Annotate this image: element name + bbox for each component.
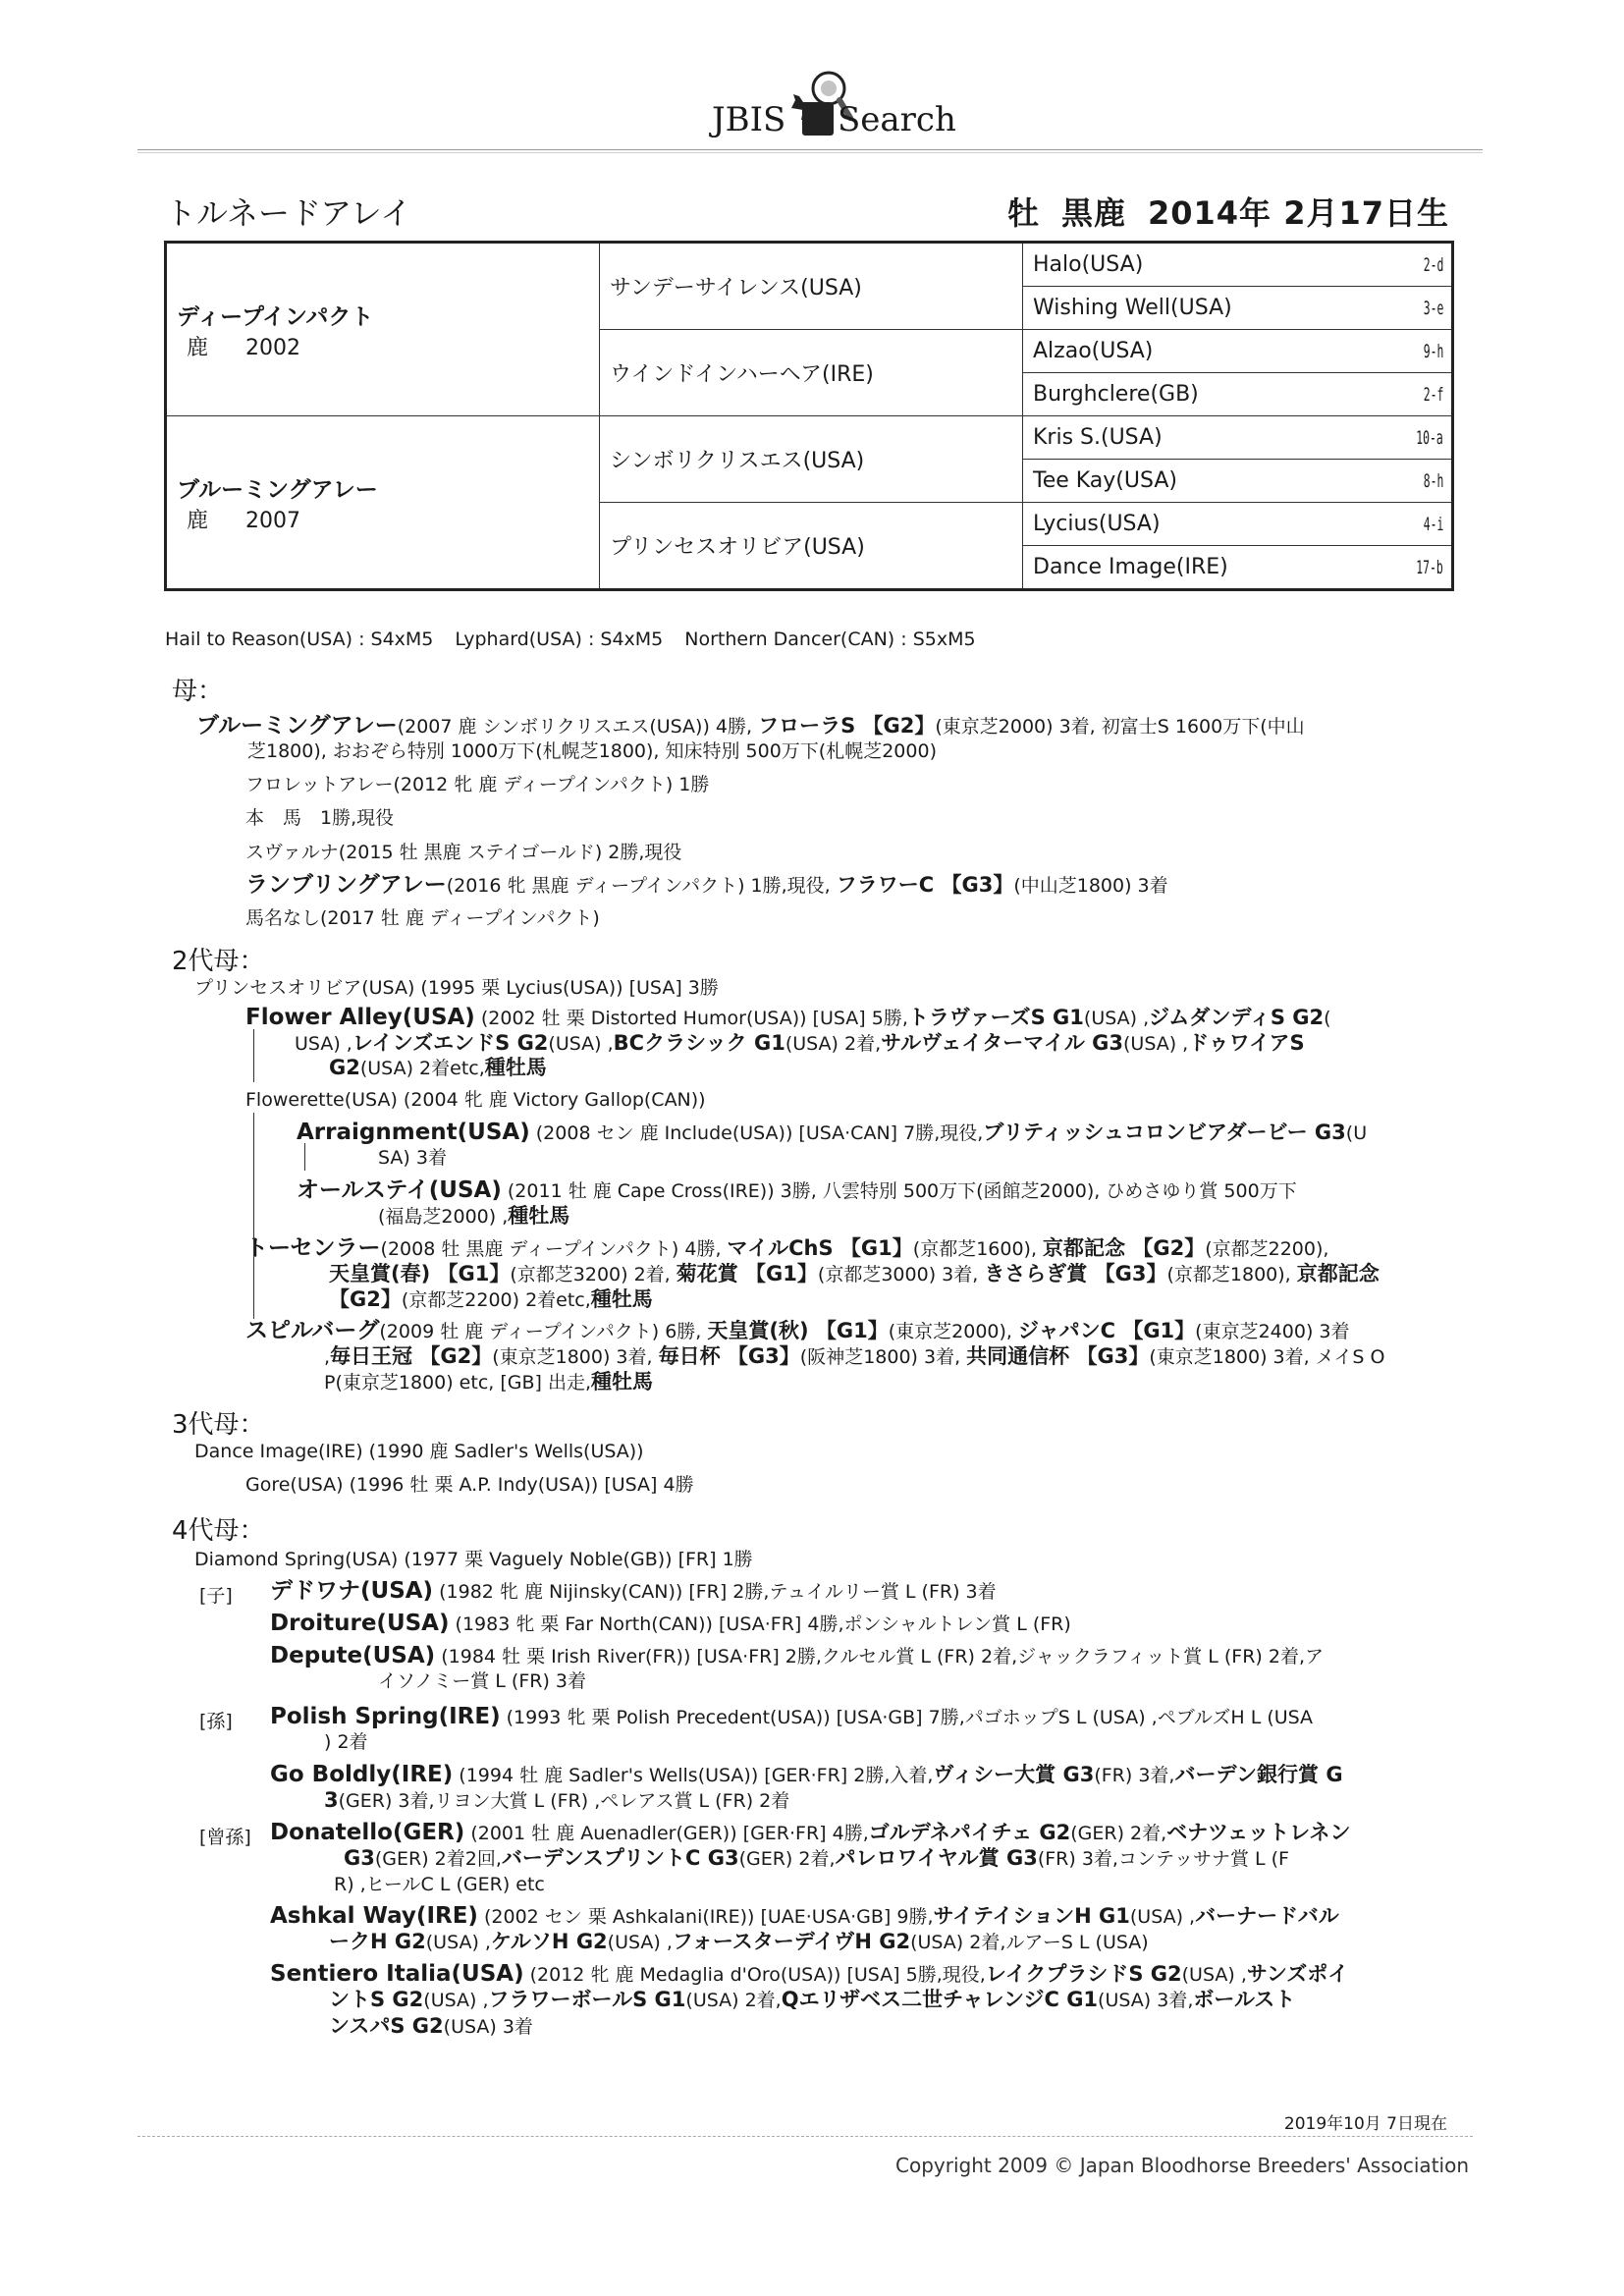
footer-divider xyxy=(137,2136,1473,2137)
record-line xyxy=(324,1343,1384,1371)
record-line xyxy=(329,1286,653,1314)
bold-segment: Qエリザベス二世チャレンジC G1 xyxy=(781,1988,1099,2011)
text-segment: (USA) , xyxy=(1181,1964,1247,1986)
bold-segment: パレロワイヤル賞 G3 xyxy=(835,1846,1038,1870)
as-of-date: 2019年10月 7日現在 xyxy=(1283,2114,1447,2134)
text-segment: Dance Image(IRE) (1990 鹿 Sadler's Wells(USA)) xyxy=(194,1441,644,1462)
text-segment: (U xyxy=(1345,1122,1368,1144)
record-line xyxy=(270,1611,1071,1638)
record-line xyxy=(245,905,600,932)
inbreeding-item: Lyphard(USA) : S4xM5 xyxy=(455,629,664,650)
bold-segment: Depute(USA) xyxy=(270,1643,436,1668)
record-line xyxy=(270,1903,1339,1931)
gen2-cell: シンボリクリスエス(USA) xyxy=(600,416,1023,503)
text-segment: (2008 牡 黒鹿 ディープインパクト) 4勝, xyxy=(380,1238,728,1260)
gen3-name: Wishing Well(USA) xyxy=(1033,296,1232,320)
bold-segment: バーデン銀行賞 G xyxy=(1174,1763,1343,1786)
record-line xyxy=(194,1439,644,1465)
text-segment: Diamond Spring(USA) (1977 栗 Vaguely Noble(GB)) [FR] 1勝 xyxy=(194,1549,753,1570)
sire-year: 2002 xyxy=(245,335,301,360)
text-segment: (FR) 3着, xyxy=(1094,1765,1175,1786)
record-line xyxy=(245,840,681,866)
horse-name: トルネードアレイ xyxy=(165,194,412,232)
gen3-name: Kris S.(USA) xyxy=(1033,425,1163,450)
section-heading: 2代母： xyxy=(172,947,265,976)
bold-segment: Ashkal Way(IRE) xyxy=(270,1903,478,1929)
text-segment: (1994 牡 鹿 Sadler's Wells(USA)) [GER·FR] 2勝,入着, xyxy=(453,1765,934,1786)
text-segment: (東京芝2400) 3着 xyxy=(1195,1321,1350,1342)
bold-segment: ランブリングアレー xyxy=(245,872,447,898)
bold-segment: トーセンラー xyxy=(245,1235,381,1261)
text-segment: USA) , xyxy=(295,1033,352,1055)
gen3-cell xyxy=(1023,330,1453,373)
text-segment: Flowerette(USA) (2004 牝 鹿 Victory Gallop(CAN)) xyxy=(245,1089,706,1111)
text-segment: (京都芝3000) 3着, xyxy=(817,1264,985,1285)
text-segment: (USA) , xyxy=(607,1932,673,1953)
text-segment: (京都芝3200) 2着, xyxy=(510,1264,677,1285)
bold-segment: 天皇賞(秋) 【G1】 xyxy=(707,1319,889,1342)
record-line xyxy=(297,1177,1297,1205)
record-line xyxy=(270,1578,997,1606)
record-line xyxy=(247,738,937,765)
bold-segment: G3 xyxy=(344,1846,375,1870)
record-line xyxy=(245,1472,694,1499)
record-line xyxy=(245,872,1168,900)
gen3-name: Burghclere(GB) xyxy=(1033,382,1199,407)
generation-tag: [孫] xyxy=(199,1711,233,1732)
text-segment: (京都芝1800), xyxy=(1166,1264,1297,1285)
record-line xyxy=(245,1235,1328,1263)
text-segment: (阪神芝1800) 3着, xyxy=(799,1346,967,1368)
bold-segment: トラヴァーズS G1 xyxy=(907,1006,1084,1029)
bold-segment: ゴルデネパイチェ G2 xyxy=(868,1821,1071,1844)
record-line xyxy=(295,1030,1305,1058)
family-number: 2-f xyxy=(1423,383,1443,406)
text-segment: (GER) 2着, xyxy=(738,1848,836,1870)
text-segment: (USA) 3着 xyxy=(443,2016,533,2038)
record-line xyxy=(378,1203,569,1230)
bold-segment: フォースターデイヴH G2 xyxy=(672,1930,911,1953)
bold-segment: スピルバーグ xyxy=(245,1318,380,1343)
gen3-cell xyxy=(1023,503,1453,546)
gen3-cell xyxy=(1023,373,1453,416)
bold-segment: 共同通信杯 【G3】 xyxy=(966,1344,1150,1368)
gen3-cell xyxy=(1023,243,1453,287)
bold-segment: ケルソH G2 xyxy=(490,1930,608,1953)
bold-segment: 種牡馬 xyxy=(590,1287,653,1311)
bold-segment: ヴィシー大賞 G3 xyxy=(933,1763,1095,1786)
text-segment: プリンセスオリビア(USA) (1995 栗 Lycius(USA)) [USA] 3勝 xyxy=(194,977,719,999)
text-segment: (USA) , xyxy=(423,1990,489,2011)
record-line xyxy=(344,1845,1289,1873)
generation-tag: [子] xyxy=(199,1585,233,1607)
bold-segment: ブリティッシュコロンビアダービー G3 xyxy=(983,1121,1346,1144)
bold-segment: 京都記念 xyxy=(1296,1262,1380,1285)
text-segment: (USA) , xyxy=(425,1932,491,1953)
copyright: Copyright 2009 © Japan Bloodhorse Breeders' Association xyxy=(895,2154,1469,2177)
record-line xyxy=(270,1643,1324,1670)
record-line xyxy=(270,1762,1343,1789)
gen3-name: Dance Image(IRE) xyxy=(1033,555,1228,579)
record-line xyxy=(196,713,1305,740)
bold-segment: デドワナ(USA) xyxy=(270,1578,434,1604)
text-segment: (福島芝2000) , xyxy=(378,1206,509,1228)
record-line xyxy=(270,1704,1313,1731)
text-segment: (USA) , xyxy=(1129,1906,1196,1928)
dam-year: 2007 xyxy=(245,508,301,533)
text-segment: (USA) , xyxy=(1083,1008,1150,1029)
dam-name: ブルーミングアレー xyxy=(177,476,378,503)
pedigree-table xyxy=(164,241,1454,591)
bold-segment: BCクラシック G1 xyxy=(613,1031,785,1055)
text-segment: (2008 セン 鹿 Include(USA)) [USA·CAN] 7勝,現役, xyxy=(529,1122,984,1144)
sire-cell xyxy=(166,243,600,416)
family-number: 17-b xyxy=(1416,556,1443,578)
text-segment: (2002 牡 栗 Distorted Humor(USA)) [USA] 5勝, xyxy=(474,1008,908,1029)
text-segment: (2009 牡 鹿 ディープインパクト) 6勝, xyxy=(379,1321,708,1342)
text-segment: (GER) 2着, xyxy=(1070,1823,1167,1844)
bold-segment: Sentiero Italia(USA) xyxy=(270,1961,524,1987)
gen3-cell xyxy=(1023,546,1453,590)
gen3-name: Lycius(USA) xyxy=(1033,512,1161,536)
section-heading: 4代母： xyxy=(172,1516,265,1546)
record-line xyxy=(324,1787,789,1815)
text-segment: (USA) , xyxy=(1123,1033,1189,1055)
gen2-cell: サンデーサイレンス(USA) xyxy=(600,243,1023,330)
text-segment: 馬名なし(2017 牡 鹿 ディープインパクト) xyxy=(245,907,600,929)
gen3-name: Alzao(USA) xyxy=(1033,339,1154,363)
logo-can-icon xyxy=(802,102,834,136)
text-segment: ) 2着 xyxy=(324,1731,368,1753)
record-line xyxy=(329,1055,547,1082)
text-segment: (FR) 3着,コンテッサナ賞 L (F xyxy=(1037,1848,1289,1870)
text-segment: (中山芝1800) 3着 xyxy=(1013,875,1168,897)
record-line xyxy=(329,1261,1380,1288)
section-heading: 母： xyxy=(172,677,224,706)
record-line xyxy=(270,1820,1351,1847)
bold-segment: フラワーC 【G3】 xyxy=(836,873,1014,897)
bold-segment: バーデンスプリントC G3 xyxy=(501,1846,739,1870)
sire-name: ディープインパクト xyxy=(177,303,374,330)
family-number: 9-h xyxy=(1423,340,1443,362)
bold-segment: レイクプラシドS G2 xyxy=(985,1962,1182,1986)
text-segment: (USA) 2着,ルアーS L (USA) xyxy=(910,1932,1149,1953)
jbis-search-logo xyxy=(707,67,956,145)
bold-segment: ベナツェットレネン xyxy=(1166,1821,1351,1844)
record-line xyxy=(245,805,394,832)
bold-segment: Flower Alley(USA) xyxy=(245,1005,475,1030)
section-heading: 3代母： xyxy=(172,1410,265,1440)
bold-segment: 毎日王冠 【G2】 xyxy=(330,1344,493,1368)
text-segment: ( xyxy=(1324,1008,1331,1029)
text-segment: (2012 牝 鹿 Medaglia d'Oro(USA)) [USA] 5勝,現役, xyxy=(523,1964,986,1986)
text-segment: (京都芝1600), xyxy=(912,1238,1044,1260)
record-line xyxy=(297,1120,1367,1147)
logo-jbis-text: JBIS xyxy=(712,100,786,139)
inbreeding-item: Northern Dancer(CAN) : S5xM5 xyxy=(684,629,976,650)
text-segment: (東京芝1800) 3着, メイS O xyxy=(1149,1346,1385,1368)
bold-segment: オールステイ(USA) xyxy=(297,1177,502,1203)
bold-segment: ークH G2 xyxy=(329,1930,426,1953)
horse-sex: 牡 xyxy=(1006,194,1040,232)
bold-segment: バーナードバル xyxy=(1195,1904,1339,1928)
bold-segment: Donatello(GER) xyxy=(270,1820,465,1845)
family-number: 10-a xyxy=(1416,426,1443,449)
record-line xyxy=(194,975,719,1002)
text-segment: フロレットアレー(2012 牝 鹿 ディープインパクト) 1勝 xyxy=(245,774,710,795)
bold-segment: G2 xyxy=(329,1056,360,1079)
text-segment: (1983 牝 栗 Far North(CAN)) [USA·FR] 4勝,ポンシャルトレン賞 L (FR) xyxy=(449,1613,1071,1635)
horse-color: 黒鹿 xyxy=(1060,194,1126,232)
bold-segment: サンズポイ xyxy=(1246,1962,1349,1986)
text-segment: (2007 鹿 シンボリクリスエス(USA)) 4勝, xyxy=(397,716,759,738)
bold-segment: サイテイションH G1 xyxy=(933,1904,1130,1928)
dam-color: 鹿 xyxy=(187,508,209,533)
text-segment: , xyxy=(324,1346,331,1368)
bold-segment: 種牡馬 xyxy=(484,1056,547,1079)
record-line xyxy=(329,1929,1149,1956)
record-line xyxy=(194,1547,753,1573)
gen3-cell xyxy=(1023,287,1453,330)
header-divider xyxy=(137,149,1483,153)
dam-cell xyxy=(166,416,600,590)
bold-segment: ントS G2 xyxy=(329,1988,424,2011)
inbreeding-line xyxy=(165,629,976,650)
family-number: 3-e xyxy=(1423,297,1443,319)
family-number: 4-i xyxy=(1423,513,1443,535)
inbreeding-item: Hail to Reason(USA) : S4xM5 xyxy=(165,629,434,650)
text-segment: スヴァルナ(2015 牡 黒鹿 ステイゴールド) 2勝,現役 xyxy=(245,842,682,863)
text-segment: (USA) 3着, xyxy=(1098,1990,1194,2011)
text-segment: SA) 3着 xyxy=(378,1147,447,1169)
gen3-name: Halo(USA) xyxy=(1033,252,1144,277)
text-segment: (東京芝1800) 3着, xyxy=(492,1346,659,1368)
text-segment: (USA) 2着etc, xyxy=(359,1058,485,1079)
text-segment: (2016 牝 黒鹿 ディープインパクト) 1勝,現役, xyxy=(446,875,837,897)
logo-search-text: Search xyxy=(838,100,956,139)
bold-segment: きさらぎ賞 【G3】 xyxy=(984,1262,1167,1285)
text-segment: (USA) 2着, xyxy=(685,1990,782,2011)
horse-birth: 2014年 2月17日生 xyxy=(1147,194,1449,232)
record-line xyxy=(245,1005,1331,1032)
text-segment: (GER) 3着,リヨン大賞 L (FR) ,ペレアス賞 L (FR) 2着 xyxy=(338,1790,790,1812)
text-segment: (東京芝2000), xyxy=(888,1321,1019,1342)
horse-info xyxy=(986,189,1449,234)
record-line xyxy=(329,2013,533,2041)
bold-segment: Go Boldly(IRE) xyxy=(270,1762,454,1787)
family-number: 2-d xyxy=(1423,253,1443,276)
text-segment: (1982 牝 鹿 Nijinsky(CAN)) [FR] 2勝,テュイルリー賞 L (FR) 3着 xyxy=(433,1581,997,1603)
text-segment: 芝1800), おおぞら特別 1000万下(札幌芝1800), 知床特別 500万下(札幌芝2000) xyxy=(247,740,937,762)
record-line xyxy=(378,1145,447,1172)
gen3-cell xyxy=(1023,460,1453,503)
record-line xyxy=(329,1987,1295,2014)
bold-segment: 種牡馬 xyxy=(591,1370,654,1394)
bold-segment: 【G2】 xyxy=(329,1287,402,1311)
gen2-cell: ウインドインハーヘア(IRE) xyxy=(600,330,1023,416)
text-segment: (1984 牡 栗 Irish River(FR)) [USA·FR] 2勝,クルセル賞 L (FR) 2着,ジャックラフィット賞 L (FR) 2着,ア xyxy=(435,1646,1325,1667)
record-line xyxy=(324,1369,653,1396)
gen2-cell: プリンセスオリビア(USA) xyxy=(600,503,1023,590)
bold-segment: ドゥワイアS xyxy=(1188,1031,1305,1055)
gen3-cell xyxy=(1023,416,1453,460)
record-line xyxy=(378,1668,586,1695)
record-line xyxy=(245,772,709,798)
bold-segment: ブルーミングアレー xyxy=(196,713,398,738)
bold-segment: ジャパンC 【G1】 xyxy=(1018,1319,1196,1342)
lineage-bar xyxy=(253,1113,254,1319)
text-segment: イソノミー賞 L (FR) 3着 xyxy=(378,1670,586,1692)
record-line xyxy=(334,1872,545,1898)
text-segment: (2002 セン 栗 Ashkalani(IRE)) [UAE·USA·GB] 9勝, xyxy=(477,1906,934,1928)
text-segment: P(東京芝1800) etc, [GB] 出走, xyxy=(324,1372,592,1394)
bold-segment: Arraignment(USA) xyxy=(297,1120,530,1145)
text-segment: (USA) , xyxy=(548,1033,614,1055)
text-segment: R) ,ヒールC L (GER) etc xyxy=(334,1874,545,1895)
bold-segment: フローラS 【G2】 xyxy=(758,714,936,738)
gen3-name: Tee Kay(USA) xyxy=(1033,468,1177,493)
bold-segment: 毎日杯 【G3】 xyxy=(658,1344,800,1368)
bold-segment: ボールスト xyxy=(1193,1988,1296,2011)
record-line xyxy=(245,1318,1349,1345)
record-line xyxy=(270,1961,1348,1989)
bold-segment: Polish Spring(IRE) xyxy=(270,1704,501,1729)
sire-color: 鹿 xyxy=(187,335,209,360)
text-segment: (京都芝2200), xyxy=(1205,1238,1329,1260)
bold-segment: サルヴェイターマイル G3 xyxy=(881,1031,1123,1055)
text-segment: 本 馬 1勝,現役 xyxy=(245,807,395,829)
bold-segment: レインズエンドS G2 xyxy=(352,1031,549,1055)
bold-segment: マイルChS 【G1】 xyxy=(727,1236,913,1260)
text-segment: Gore(USA) (1996 牡 栗 A.P. Indy(USA)) [USA] 4勝 xyxy=(245,1474,694,1496)
text-segment: (京都芝2200) 2着etc, xyxy=(401,1289,591,1311)
bold-segment: ジムダンディS G2 xyxy=(1149,1006,1325,1029)
bold-segment: 京都記念 【G2】 xyxy=(1043,1236,1206,1260)
record-line xyxy=(245,1087,706,1114)
bold-segment: ンスパS G2 xyxy=(329,2014,444,2038)
record-line xyxy=(324,1729,368,1756)
family-number: 8-h xyxy=(1423,469,1443,492)
text-segment: (2001 牡 鹿 Auenadler(GER)) [GER·FR] 4勝, xyxy=(464,1823,869,1844)
text-segment: (USA) 2着, xyxy=(785,1033,882,1055)
bold-segment: 3 xyxy=(324,1788,339,1812)
lineage-bar xyxy=(253,1029,254,1082)
generation-tag: [曾孫] xyxy=(199,1827,251,1848)
bold-segment: Droiture(USA) xyxy=(270,1611,450,1636)
text-segment: (東京芝2000) 3着, 初富士S 1600万下(中山 xyxy=(935,716,1305,738)
bold-segment: 菊花賞 【G1】 xyxy=(676,1262,818,1285)
text-segment: (GER) 2着2回, xyxy=(374,1848,502,1870)
bold-segment: 種牡馬 xyxy=(508,1204,570,1228)
text-segment: (1993 牝 栗 Polish Precedent(USA)) [USA·GB] 7勝,パゴホップS L (USA) ,ペブルズH L (USA xyxy=(500,1707,1314,1728)
bold-segment: フラワーボールS G1 xyxy=(488,1988,686,2011)
bold-segment: 天皇賞(春) 【G1】 xyxy=(329,1262,511,1285)
text-segment: (2011 牡 鹿 Cape Cross(IRE)) 3勝, 八雲特別 500万下(函館芝2000), ひめさゆり賞 500万下 xyxy=(501,1180,1297,1202)
lineage-bar xyxy=(304,1143,305,1171)
